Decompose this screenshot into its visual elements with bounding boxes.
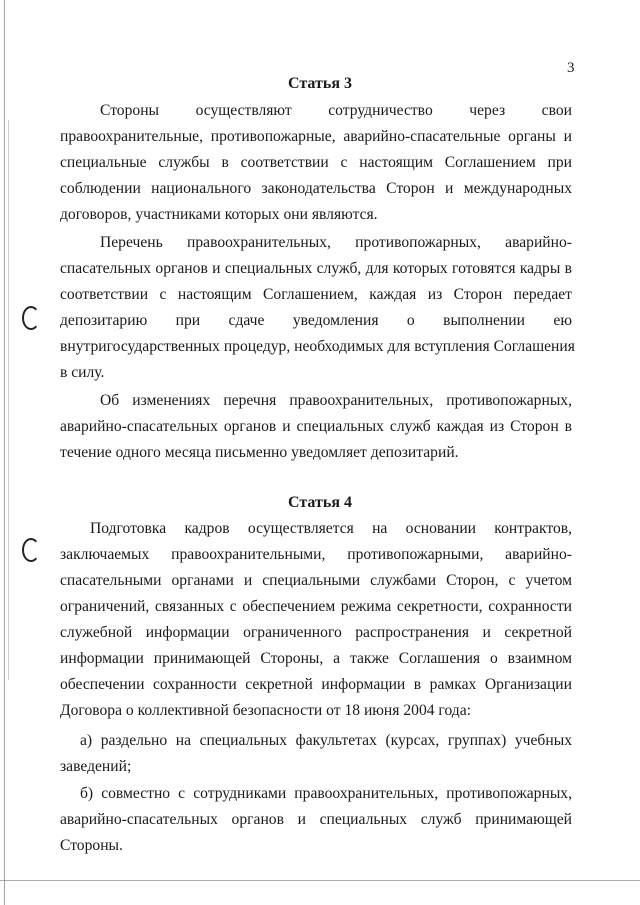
text-line: спасательных органов и специальных служб, для которых готовятся кадры в bbox=[60, 260, 572, 277]
text-line: соблюдении национального законодательства Сторон и международных bbox=[60, 180, 572, 197]
text-line: ограничений, связанных с обеспечением режима секретности, сохранности bbox=[60, 598, 572, 615]
text-line: заведений; bbox=[60, 758, 132, 775]
text-line: внутригосударственных процедур, необходимых для вступления Соглашения bbox=[60, 338, 575, 355]
text-line: специальные службы в соответствии с настоящим Соглашением при bbox=[60, 154, 572, 171]
text-line: Договора о коллективной безопасности от 18 июня 2004 года: bbox=[60, 702, 471, 719]
article-3-paragraph-1 bbox=[60, 98, 572, 228]
text-line: б) совместно с сотрудниками правоохранительных, противопожарных, bbox=[80, 785, 572, 802]
scan-edge-line bbox=[4, 0, 5, 905]
text-line: служебной информации ограниченного распространения и секретной bbox=[60, 624, 572, 641]
text-line: соответствии с настоящим Соглашением, каждая из Сторон передает bbox=[60, 286, 572, 303]
text-line: обеспечении сохранности секретной информации в рамках Организации bbox=[60, 676, 572, 693]
text-line: Стороны осуществляют сотрудничество через свои bbox=[100, 102, 572, 119]
article-4-item-a bbox=[60, 728, 572, 780]
article-3-paragraph-2 bbox=[60, 230, 575, 386]
text-line: договоров, участниками которых они являются. bbox=[60, 206, 378, 223]
punch-hole-mark bbox=[22, 306, 40, 330]
text-line: Перечень правоохранительных, противопожарных, аварийно- bbox=[100, 234, 572, 251]
article-3-paragraph-3 bbox=[60, 388, 572, 466]
text-line: Об изменениях перечня правоохранительных, противопожарных, bbox=[100, 392, 572, 409]
page-number: 3 bbox=[567, 60, 575, 76]
text-line: аварийно-спасательных органов и специальных служб принимающей bbox=[60, 811, 572, 828]
article-4-paragraph-1 bbox=[60, 516, 572, 724]
text-line: Подготовка кадров осуществляется на основании контрактов, bbox=[90, 520, 572, 537]
text-line: заключаемых правоохранительными, противопожарными, аварийно- bbox=[60, 546, 572, 563]
article-3-heading: Статья 3 bbox=[288, 75, 352, 92]
scan-bottom-line bbox=[0, 880, 640, 881]
text-line: в силу. bbox=[60, 364, 105, 381]
article-4-item-b bbox=[60, 781, 572, 859]
punch-hole-mark bbox=[22, 538, 40, 562]
text-line: течение одного месяца письменно уведомляет депозитарий. bbox=[60, 444, 459, 461]
article-4-heading: Статья 4 bbox=[288, 494, 352, 511]
scan-edge-line-inner bbox=[8, 120, 9, 680]
text-line: информации принимающей Стороны, а также Соглашения о взаимном bbox=[60, 650, 572, 667]
text-line: Стороны. bbox=[60, 837, 123, 854]
text-line: правоохранительные, противопожарные, аварийно-спасательные органы и bbox=[60, 128, 572, 145]
text-line: а) раздельно на специальных факультетах (курсах, группах) учебных bbox=[80, 732, 572, 749]
text-line: аварийно-спасательных органов и специальных служб каждая из Сторон в bbox=[60, 418, 572, 435]
text-line: спасательными органами и специальными службами Сторон, с учетом bbox=[60, 572, 572, 589]
text-line: депозитарию при сдаче уведомления о выполнении ею bbox=[60, 312, 572, 329]
